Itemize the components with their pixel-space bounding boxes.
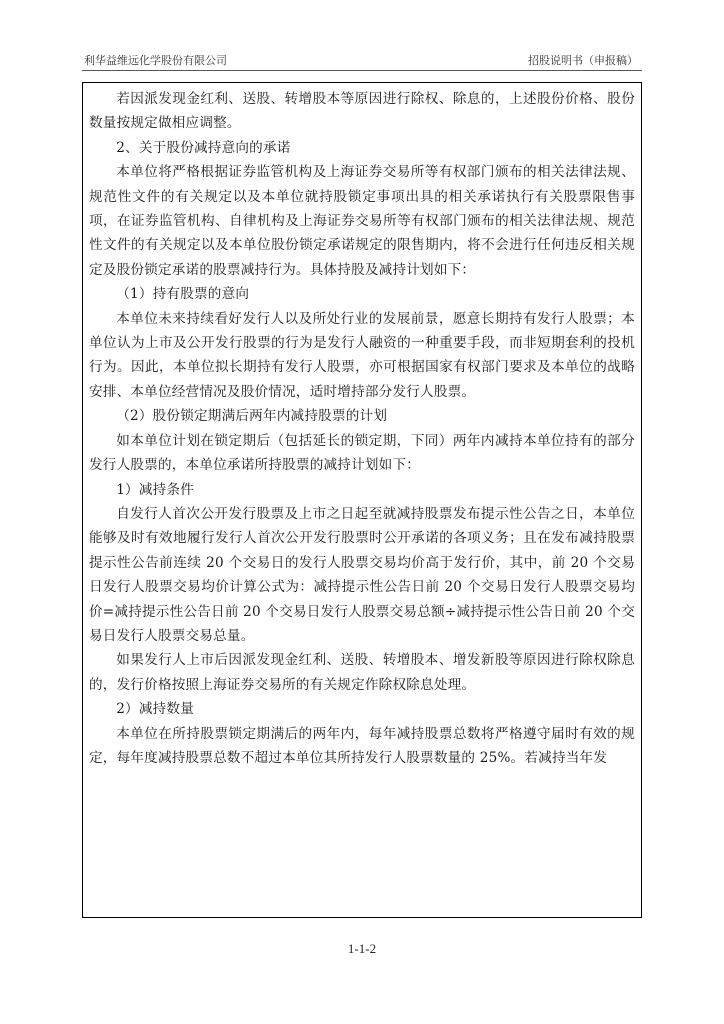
paragraph-adjustment-note: 若因派发现金红利、送股、转增股本等原因进行除权、除息的，上述股份价格、股份数量按规定做相应调整。 — [89, 91, 635, 132]
item-heading-reduction-conditions: 1）减持条件 — [116, 481, 195, 498]
section-heading-reduction-commitment: 2、关于股份减持意向的承诺 — [116, 139, 291, 156]
subsection-heading-holding-intention: （1）持有股票的意向 — [116, 286, 250, 303]
body-text — [89, 87, 635, 770]
paragraph-reduction-plan-intro: 如本单位计划在锁定期后（包括延长的锁定期，下同）两年内减持本单位持有的部分发行人股票的，本单位承诺所持股票的减持计划如下： — [89, 432, 635, 474]
page-number: 1-1-2 — [347, 941, 377, 956]
content-frame — [82, 82, 642, 918]
header-document-type: 招股说明书（申报稿） — [528, 54, 638, 67]
header-company-name: 利华益维远化学股份有限公司 — [84, 54, 227, 67]
subsection-heading-reduction-plan: （2）股份锁定期满后两年内减持股票的计划 — [116, 408, 388, 425]
paragraph-reduction-quantity: 本单位在所持股票锁定期满后的两年内，每年减持股票总数将严格遵守届时有效的规定，每年度减持股票总数不超过本单位其所持发行人股票数量的 25%。若减持当年发 — [89, 725, 635, 766]
paragraph-holding-intention: 本单位未来持续看好发行人以及所处行业的发展前景，愿意长期持有发行人股票；本单位认为上市及公开发行股票的行为是发行人融资的一种重要手段，而非短期套利的投机行为。因此，本单位拟长期持有发行人股票，亦可根据国家有权部门要求及本单位的战略安排、本单位经营情况及股价情况，适时增持部分发行人股票。 — [89, 310, 635, 400]
header-divider — [82, 70, 642, 71]
paragraph-reduction-conditions: 自发行人首次公开发行股票及上市之日起至就减持股票发布提示性公告之日，本单位能够及时有效地履行发行人首次公开发行股票时公开承诺的各项义务；且在发布减持股票提示性公告前连续 20 个交易日的发行人股票交易均价高于发行价，其中，前 20 个交易日发行人股票交易均价计算公式为：减持提示性公告日前 20 个交易日发行人股票交易均价=减持提示性公告日前 20 个交易日发行人股票交易总额÷减持提示性公告日前 20 个交易日发行人股票交易总量。 — [89, 505, 635, 644]
paragraph-ex-rights-adjustment: 如果发行人上市后因派发现金红利、送股、转增股本、增发新股等原因进行除权除息的，发行价格按照上海证券交易所的有关规定作除权除息处理。 — [89, 652, 635, 693]
page-header — [82, 52, 642, 68]
item-heading-reduction-quantity: 2）减持数量 — [116, 701, 195, 718]
paragraph-regulatory-compliance: 本单位将严格根据证券监管机构及上海证券交易所等有权部门颁布的相关法律法规、规范性文件的有关规定以及本单位就持股锁定事项出具的相关承诺执行有关股票限售事项，在证券监管机构、自律机构及上海证券交易所等有权部门颁布的相关法律法规、规范性文件的有关规定以及本单位股份锁定承诺规定的限售期内，将不会进行任何违反相关规定及股份锁定承诺的股票减持行为。具体持股及减持计划如下： — [89, 164, 635, 278]
